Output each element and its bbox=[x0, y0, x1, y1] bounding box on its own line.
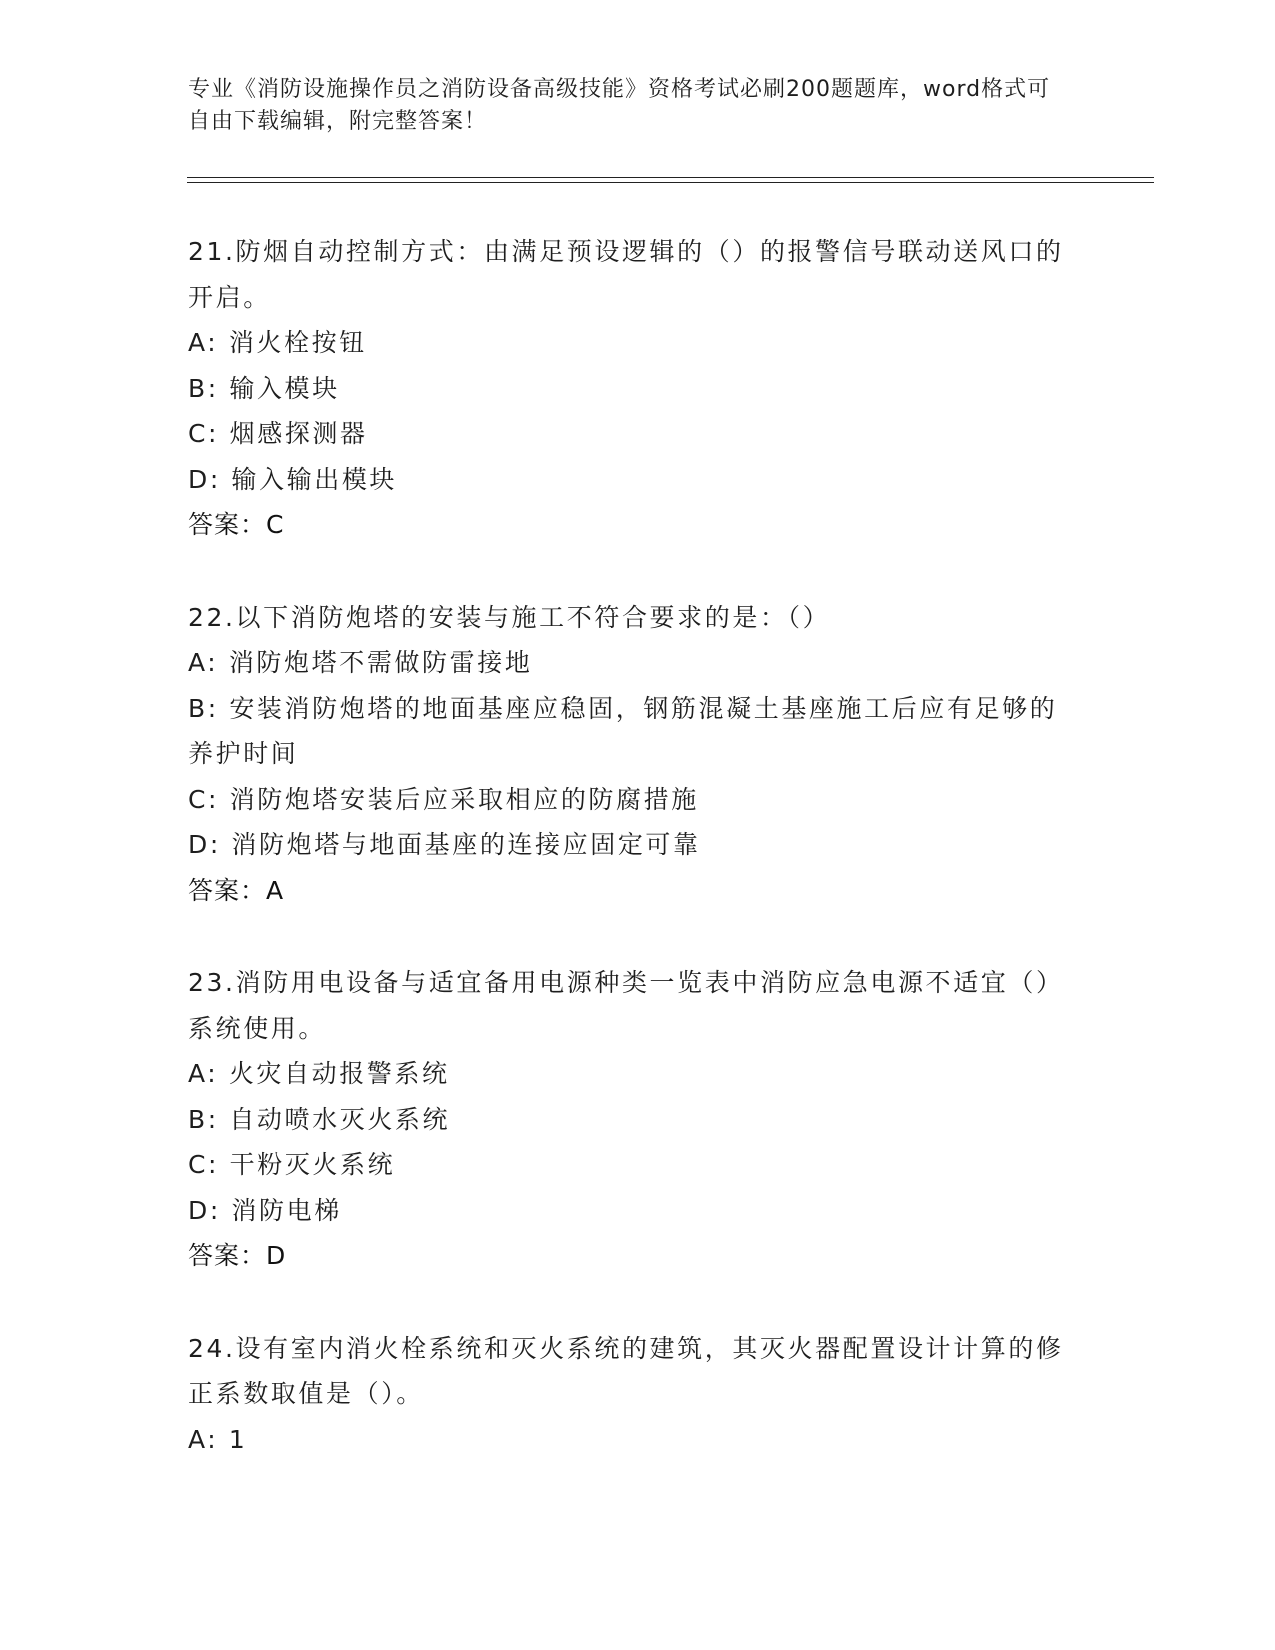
option-c: C: 烟感探测器 bbox=[188, 419, 368, 448]
option-c: C: 消防炮塔安装后应采取相应的防腐措施 bbox=[188, 784, 699, 814]
option-a: A: 火灾自动报警系统 bbox=[188, 1059, 450, 1088]
document-header: 专业《消防设施操作员之消防设备高级技能》资格考试必刷200题题库，word格式可自由下载编辑，附完整答案！ bbox=[188, 77, 1051, 134]
question-list bbox=[188, 229, 1078, 1462]
question-24 bbox=[188, 1326, 1078, 1463]
answer: 答案：A bbox=[188, 875, 285, 905]
question-stem: 23.消防用电设备与适宜备用电源种类一览表中消防应急电源不适宜（）系统使用。 bbox=[188, 968, 1064, 1043]
option-a: A: 消火栓按钮 bbox=[188, 328, 367, 357]
question-stem: 21.防烟自动控制方式：由满足预设逻辑的（）的报警信号联动送风口的开启。 bbox=[188, 237, 1064, 312]
answer: 答案：D bbox=[188, 1241, 287, 1270]
option-a: A: 消防炮塔不需做防雷接地 bbox=[188, 648, 533, 677]
question-22 bbox=[188, 595, 1078, 914]
option-b: B: 自动喷水灭火系统 bbox=[188, 1104, 451, 1134]
option-b: B: 安装消防炮塔的地面基座应稳固，钢筋混凝土基座施工后应有足够的养护时间 bbox=[188, 693, 1058, 768]
option-c: C: 干粉灭火系统 bbox=[188, 1150, 396, 1179]
question-23 bbox=[188, 960, 1078, 1279]
question-stem: 22.以下消防炮塔的安装与施工不符合要求的是：（） bbox=[188, 602, 831, 632]
question-stem: 24.设有室内消火栓系统和灭火系统的建筑，其灭火器配置设计计算的修正系数取值是（）。 bbox=[188, 1333, 1064, 1408]
header-rule-bottom bbox=[187, 182, 1154, 183]
option-d: D: 消防电梯 bbox=[188, 1195, 342, 1225]
answer: 答案：C bbox=[188, 510, 285, 539]
question-21 bbox=[188, 229, 1078, 548]
header-rule-top bbox=[187, 177, 1154, 178]
option-a: A: 1 bbox=[188, 1424, 248, 1454]
option-d: D: 消防炮塔与地面基座的连接应固定可靠 bbox=[188, 830, 701, 859]
option-b: B: 输入模块 bbox=[188, 373, 340, 403]
option-d: D: 输入输出模块 bbox=[188, 464, 398, 494]
